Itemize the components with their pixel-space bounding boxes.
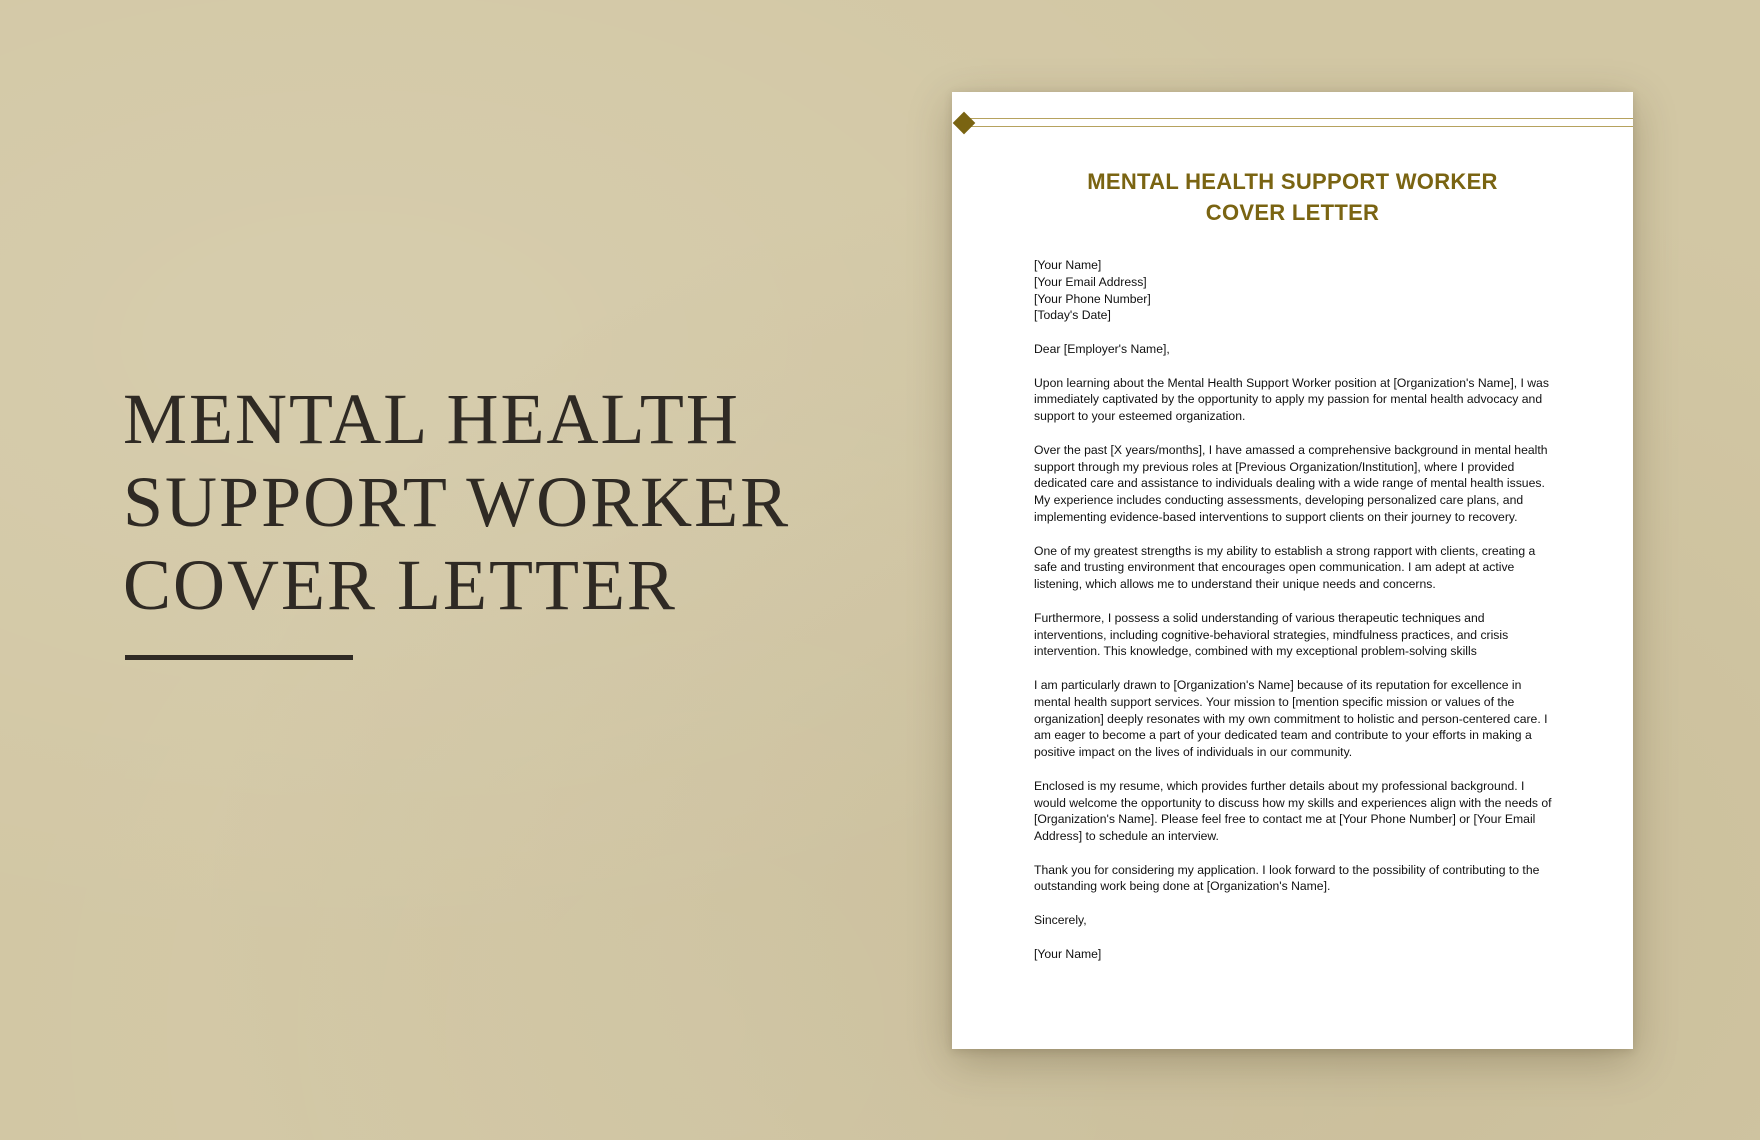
hero-title-line: MENTAL HEALTH bbox=[123, 379, 740, 459]
paragraph-experience: Over the past [X years/months], I have amassed a comprehensive background in mental health support through my previous roles at [Previous Organization/Institution], where I provided dedicated care and assistance to individuals dealing with a wide range of mental health issues. My experience includes conducting assessments, developing personalized care plans, and implementing evidence-based interventions to support clients on their journey to recovery. bbox=[1034, 442, 1548, 524]
hero-underline bbox=[125, 655, 353, 660]
hero-title bbox=[123, 378, 843, 627]
paragraph-intro: Upon learning about the Mental Health Support Worker position at [Organization's Name], I was immediately captivated by the opportunity to apply my passion for mental health advocacy and support to your esteemed organization. bbox=[1034, 375, 1549, 424]
letter-date: [Today's Date] bbox=[1034, 308, 1111, 323]
sender-email: [Your Email Address] bbox=[1034, 274, 1147, 289]
closing: Sincerely, bbox=[1034, 913, 1087, 928]
document-title-line: MENTAL HEALTH SUPPORT WORKER bbox=[1087, 169, 1498, 194]
paragraph-motivation: I am particularly drawn to [Organization's Name] because of its reputation for excellence in mental health support services. Your mission to [mention specific mission or values of the organization] deeply resonates with my own commitment to holistic and person-centered care. I am eager to become a part of your dedicated team and contribute to your efforts in making a positive impact on the lives of individuals in our community. bbox=[1034, 677, 1548, 760]
hero-title-line: COVER LETTER bbox=[123, 545, 677, 625]
hero-section bbox=[123, 378, 843, 660]
sender-name: [Your Name] bbox=[1034, 258, 1102, 272]
hero-title-line: SUPPORT WORKER bbox=[123, 462, 791, 542]
document-title bbox=[952, 166, 1633, 228]
paragraph-enclosure: Enclosed is my resume, which provides further details about my professional background. I would welcome the opportunity to discuss how my skills and experiences align with the needs of [Organization's Name]. Please feel free to contact me at [Your Phone Number] or [Your Email Address] to schedule an interview. bbox=[1034, 778, 1552, 844]
paragraph-strengths: One of my greatest strengths is my ability to establish a strong rapport with clients, creating a safe and trusting environment that encourages open communication. I am adept at active listening, which allows me to understand their unique needs and concerns. bbox=[1034, 543, 1536, 592]
header-rule-bottom bbox=[966, 126, 1633, 127]
document-page bbox=[952, 92, 1633, 1049]
signature: [Your Name] bbox=[1034, 946, 1102, 961]
sender-phone: [Your Phone Number] bbox=[1034, 291, 1151, 306]
document-title-line: COVER LETTER bbox=[1205, 200, 1380, 225]
sender-info-block bbox=[1034, 257, 1556, 324]
diamond-ornament-icon bbox=[953, 112, 976, 135]
salutation: Dear [Employer's Name], bbox=[1034, 341, 1170, 356]
paragraph-skills: Furthermore, I possess a solid understanding of various therapeutic techniques and interventions, including cognitive-behavioral strategies, mindfulness practices, and crisis intervention. This knowledge, combined with my exceptional problem-solving skills bbox=[1034, 610, 1509, 659]
letter-body bbox=[1034, 257, 1556, 979]
header-rule-top bbox=[966, 118, 1633, 119]
paragraph-thanks: Thank you for considering my application. I look forward to the possibility of contributing to the outstanding work being done at [Organization's Name]. bbox=[1034, 862, 1540, 894]
